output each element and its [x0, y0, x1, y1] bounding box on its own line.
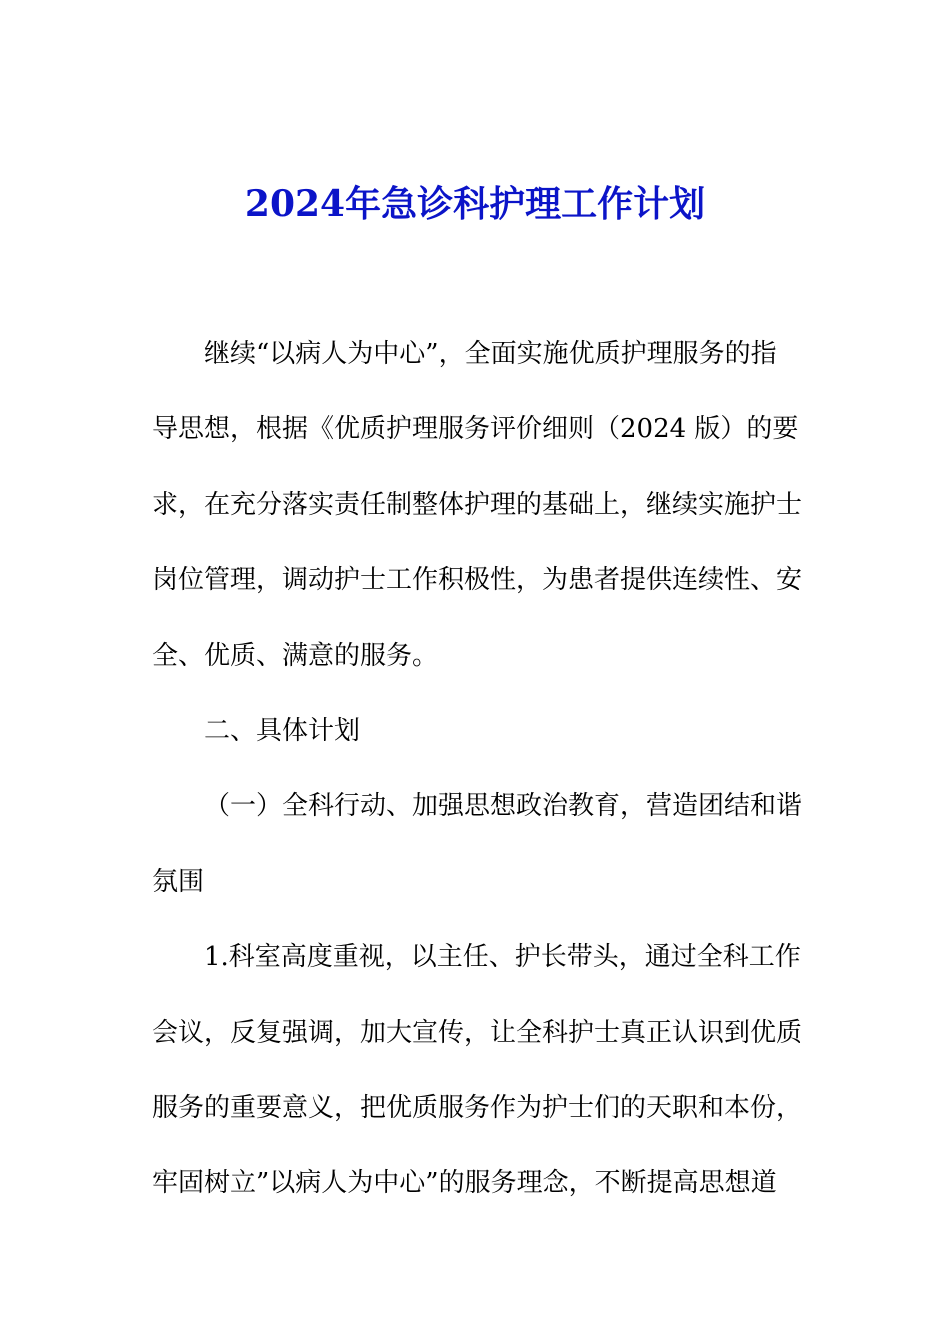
subsection-heading: （一）全科行动、加强思想政治教育，营造团结和谐 [204, 791, 803, 822]
text-line: 氛围 [152, 866, 205, 897]
document-body [152, 324, 802, 1229]
text-line: 导思想，根据《优质护理服务评价细则（2024 版）的要 [152, 414, 799, 445]
text-line: 求，在充分落实责任制整体护理的基础上，继续实施护士 [152, 489, 803, 520]
text-line: 服务的重要意义，把优质服务作为护士们的天职和本份， [152, 1092, 803, 1123]
text-line: 会议，反复强调，加大宣传，让全科护士真正认识到优质 [152, 1017, 803, 1048]
text-line: 继续“以病人为中心”，全面实施优质护理服务的指 [204, 339, 777, 369]
document-title: 2024年急诊科护理工作计划 [244, 183, 706, 225]
text-line: 全、优质、满意的服务。 [152, 640, 439, 671]
text-line: 岗位管理，调动护士工作积极性，为患者提供连续性、安 [152, 565, 803, 596]
section-heading: 二、具体计划 [204, 715, 361, 746]
text-line: 1.科室高度重视，以主任、护长带头，通过全科工作 [204, 942, 801, 973]
text-line: 牢固树立”以病人为中心”的服务理念，不断提高思想道 [152, 1168, 777, 1199]
